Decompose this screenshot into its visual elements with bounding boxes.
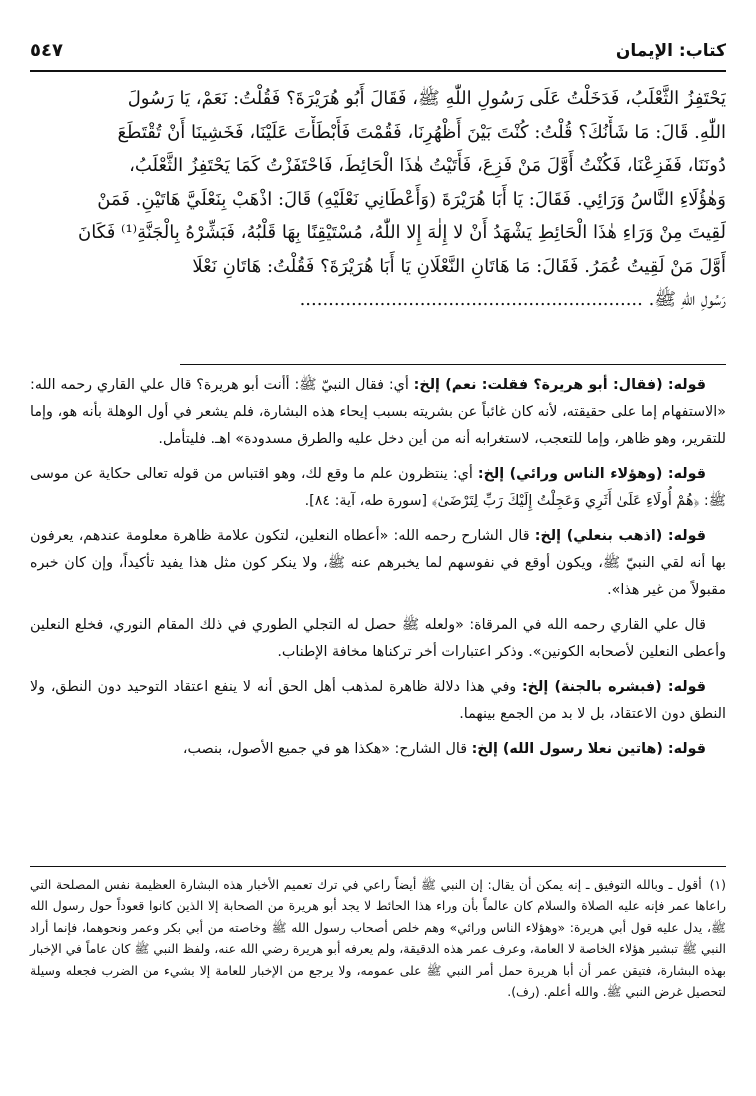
footnote [30, 874, 726, 1002]
commentary-paragraph [30, 461, 726, 515]
commentary-body: أي: فقال النبيّ ﷺ: أأنت أبو هريرة؟ قال علي القاري رحمه الله: «الاستفهام إما على حقيقته، لأنه كان غائباً عن بشريته بسبب إيحاء هذه البشارة، فلم يشعر في أول الوهلة بأنه هو، وإما للتقرير، وهو ظاهر، وإما للتعجب، لاستغرابه أنه من أين دخل عليه والطرق مسدودة» اهـ. فليتأمل. [30, 377, 726, 447]
header-rule [30, 70, 726, 72]
hadith-line: يَحْتَفِزُ الثَّعْلَبُ، فَدَخَلْتُ عَلَى رَسُولِ اللّٰهِ ﷺ، فَقَالَ أَبُو هُرَيْرَةَ؟ فَقُلْتُ: نَعَمْ، يَا رَسُولَ [127, 88, 726, 109]
commentary-paragraph [30, 523, 726, 604]
commentary-body: قال الشارح رحمه الله: «أعطاه النعلين، لتكون علامة ظاهرة معلومة عندهم، يعرفون بها أنه لقي النبيّ ﷺ، ويكون أوقع في نفوسهم لما يخبرهم عنه ﷺ، ولا ينكر كون مثل هذا يفيد تأكيداً، وإن كان خبره مقبولاً من غير هذا». [30, 528, 726, 598]
commentary-paragraph [30, 674, 726, 728]
hadith-line: اللّٰهِ. قَالَ: مَا شَأْنُكَ؟ قُلْتُ: كُنْتَ بَيْنَ أَظْهُرِنَا، فَقُمْتَ فَأَبْطَأْتَ عَلَيْنَا، فَخَشِينَا أَنْ تُقْتَطَعَ [117, 121, 726, 143]
commentary-paragraph [30, 372, 726, 453]
hadith-text [30, 82, 726, 317]
commentary-body: وفي هذا دلالة ظاهرة لمذهب أهل الحق أنه لا ينفع اعتقاد التوحيد دون النطق، ولا النطق دون الاعتقاد، بل لا بد من الجمع بينهما. [30, 679, 726, 722]
commentary-body: أي: ينتظرون علم ما وقع لك، وهو اقتباس من قوله تعالى حكاية عن موسى ﷺ: ﴿هُمْ أُولَاءِ عَلَىٰ أَثَرِي وَعَجِلْتُ إِلَيْكَ رَبِّ لِتَرْضَىٰ﴾ [سورة طه، آية: ٨٤]. [30, 466, 726, 509]
commentary-label: قوله: (وهؤلاء الناس ورائي) إلخ: [477, 466, 707, 482]
commentary-label: قوله: (هاتين نعلا رسول الله) إلخ: [471, 741, 706, 757]
hadith-line: رَسُولِ اللّٰهِ ﷺ. ............................................................ [299, 289, 726, 310]
footnote-number: (١) [709, 877, 726, 892]
commentary-label: قوله: (اذهب بنعلي) إلخ: [534, 528, 707, 544]
hadith-line: لَقِيتَ مِنْ وَرَاءِ هٰذَا الْحَائِطِ يَشْهَدُ أَنْ لا إِلٰهَ إِلا اللّٰهُ، مُسْتَيْقِنًا بِهَا قَلْبُهُ، فَبَشِّرْهُ بِالْجَنَّةِ⁽¹⁾ فَكَانَ [78, 222, 726, 243]
page-header [30, 40, 726, 61]
commentary-paragraph [30, 736, 726, 763]
commentary-separator [180, 364, 726, 365]
commentary-body: قال علي القاري رحمه الله في المرقاة: «ولعله ﷺ حصل له التجلي الطوري في ذلك المقام النوري، فخلع النعلين وأعطى النعلين لأصحابه الكونين». وذكر اعتبارات أخر تركناها مخافة الإطناب. [30, 617, 726, 660]
page-number: ٥٤٧ [30, 40, 63, 61]
commentary-body: قال الشارح: «هكذا هو في جميع الأصول، بنصب، [182, 741, 468, 757]
hadith-line: وَهٰؤُلَاءِ النَّاسُ وَرَائِي. فَقَالَ: يَا أَبَا هُرَيْرَةَ (وَأَعْطَانِي نَعْلَيْهِ) قَالَ: اذْهَبْ بِنَعْلَيَّ هَاتَيْنِ. فَمَنْ [97, 188, 726, 210]
footnote-text: أقول ـ وبالله التوفيق ـ إنه يمكن أن يقال: إن النبي ﷺ أيضاً راعي في ترك تعميم الأخبار هذه البشارة العظيمة نفس المصلحة التي راعاها عمر فإنه عليه الصلاة والسلام كان عالماً بأن وراء هذا الحائط لا يجد أبو هريرة من الصحابة إلا الذين كانوا قعوداً حول رسول الله ﷺ، يدل عليه قول أبي هريرة: «وهؤلاء الناس ورائي» وهم خلص أصحاب رسول الله ﷺ وخاصته من أبي بكر وعمر ونحوهما، فإنما أراد النبي ﷺ تبشير هؤلاء الخاصة لا العامة، وعرف عمر هذه الدقيقة، ولم يعرفه أبو هريرة رضي الله عنه، ولفظ النبي ﷺ كان عاماً في الإخبار بهذه البشارة، فتيقن عمر أن أبا هريرة حمل أمر النبي ﷺ على عمومه، ولا يرجع من الإخبار للعامة إلا بشيء من الضرب فجعله وسيلة لتحصيل غرض النبي ﷺ. والله أعلم. (رف). [30, 877, 726, 1000]
hadith-line: أَوَّلَ مَنْ لَقِيتُ عُمَرُ. فَقَالَ: مَا هَاتَانِ النَّعْلَانِ يَا أَبَا هُرَيْرَةَ؟ فَقُلْتُ: هَاتَانِ نَعْلَا [192, 255, 726, 277]
book-page [30, 0, 726, 1096]
commentary-label: قوله: (فقال: أبو هريرة؟ فقلت: نعم) إلخ: [413, 377, 706, 393]
commentary-label: قوله: (فبشره بالجنة) إلخ: [521, 679, 706, 695]
footnote-separator [30, 866, 726, 867]
commentary [30, 372, 726, 771]
chapter-title: كتاب: الإيمان [615, 41, 726, 61]
hadith-line: دُونَنَا، فَفَزِعْنَا، فَكُنْتُ أَوَّلَ مَنْ فَزِعَ، فَأَتَيْتُ هٰذَا الْحَائِطَ، فَاحْتَفَزْتُ كَمَا يَحْتَفِزُ الثَّعْلَبُ، [129, 155, 726, 176]
commentary-paragraph [30, 612, 726, 666]
